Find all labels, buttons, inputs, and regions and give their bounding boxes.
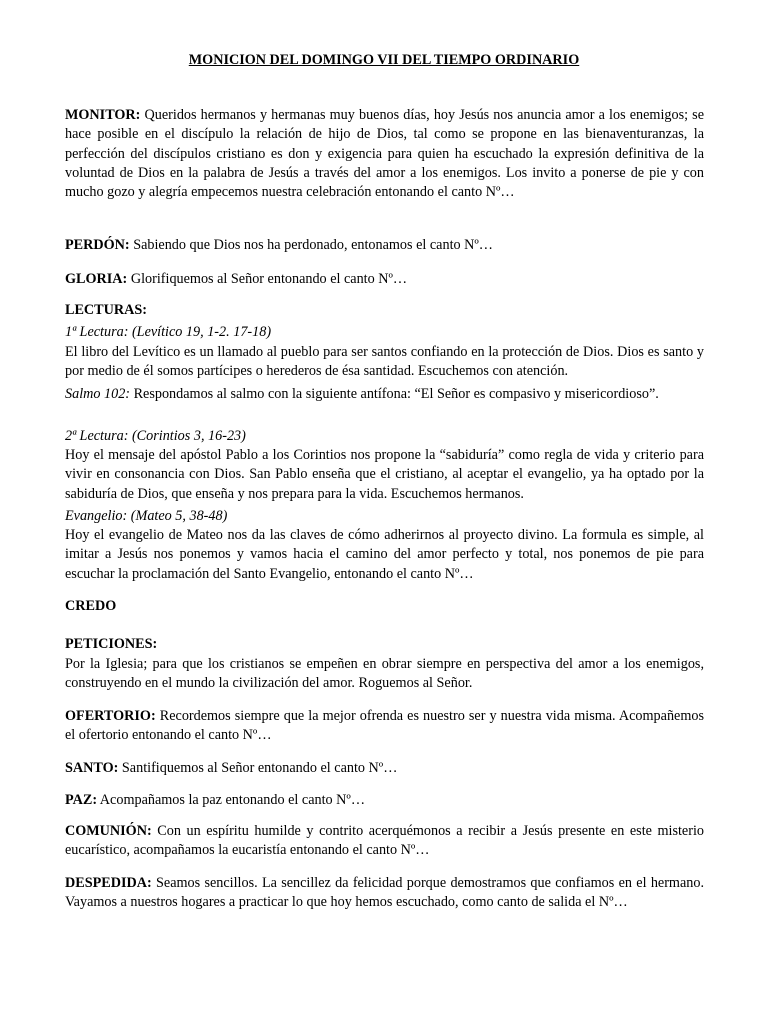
paz-label: PAZ: (65, 792, 98, 808)
segunda-lectura-ref: 2ª Lectura: (Corintios 3, 16-23) (65, 428, 246, 444)
primera-lectura-ref: 1ª Lectura: (Levítico 19, 1-2. 17-18) (65, 324, 272, 340)
comunion-paragraph (65, 822, 704, 861)
primera-lectura-text: El libro del Levítico es un llamado al pueblo para ser santos confiando en la protección de Dios. Dios es santo y por medio de él somos partícipes o herederos de ésa santidad. Escuchemos con atención. (65, 344, 704, 380)
peticiones-text: Por la Iglesia; para que los cristianos se empeñen en obrar siempre en perspectiva del amor a los enemigos, construyendo en el mundo la civilización del amor. Roguemos al Señor. (65, 656, 704, 692)
despedida-text: Seamos sencillos. La sencillez da felicidad porque demostramos que confiamos en el hermano. Vayamos a nuestros hogares a practicar lo que hoy hemos escuchado, como canto de salida el Nº… (65, 875, 704, 911)
despedida-paragraph (65, 874, 704, 913)
monitor-text: Queridos hermanos y hermanas muy buenos días, hoy Jesús nos anuncia amor a los enemigos; se hace posible en el discípulo la relación de hijo de Dios, tal como se propone en las bienaventuranzas, la perfección del discípulos cristiano es don y exigencia para quien ha escuchado la expresión definitiva de la voluntad de Dios en la palabra de Jesús a través del amor a los enemigos. Los invito a ponerse de pie y con mucho gozo y alegría empecemos nuestra celebración entonando el canto Nº… (65, 107, 704, 201)
lecturas-heading: LECTURAS: (65, 302, 147, 318)
salmo-text: Respondamos al salmo con la siguiente antífona: “El Señor es compasivo y misericordioso”. (130, 386, 659, 402)
monitor-paragraph (65, 106, 704, 202)
perdon-text: Sabiendo que Dios nos ha perdonado, entonamos el canto Nº… (129, 237, 493, 253)
gloria-text: Glorifiquemos al Señor entonando el canto Nº… (127, 271, 408, 287)
perdon-paragraph (65, 236, 704, 255)
gloria-label: GLORIA: (65, 271, 128, 287)
salmo-paragraph (65, 385, 704, 404)
monitor-label: MONITOR: (65, 107, 141, 123)
evangelio-text: Hoy el evangelio de Mateo nos da las claves de cómo adherirnos al proyecto divino. La formula es simple, al imitar a Jesús nos ponemos y vamos hacia el camino del amor perfecto y total, nos ponemos de pie para escuchar la proclamación del Santo Evangelio, entonando el canto Nº… (65, 527, 704, 582)
ofertorio-text: Recordemos siempre que la mejor ofrenda es nuestro ser y nuestra vida misma. Acompañemos el ofertorio entonando el canto Nº… (65, 708, 704, 744)
comunion-text: Con un espíritu humilde y contrito acerquémonos a recibir a Jesús presente en este misterio eucarístico, acompañamos la eucaristía entonando el canto Nº… (65, 823, 704, 859)
salmo-ref: Salmo 102: (65, 386, 131, 402)
santo-paragraph (65, 759, 704, 778)
santo-text: Santifiquemos al Señor entonando el canto Nº… (118, 760, 398, 776)
paz-text: Acompañamos la paz entonando el canto Nº… (97, 792, 366, 808)
gloria-paragraph (65, 270, 704, 289)
despedida-label: DESPEDIDA: (65, 875, 152, 891)
ofertorio-paragraph (65, 707, 704, 746)
perdon-label: PERDÓN: (65, 237, 130, 253)
santo-label: SANTO: (65, 760, 119, 776)
paz-paragraph (65, 791, 704, 810)
segunda-lectura-text: Hoy el mensaje del apóstol Pablo a los Corintios nos propone la “sabiduría” como regla de vida y criterio para vivir en consonancia con Dios. San Pablo enseña que el cristiano, al aceptar el evangelio, ya ha optado por la sabiduría de Dios, que enseña y nos prepara para la vida. Escuchemos hermanos. (65, 447, 704, 502)
document-title: MONICION DEL DOMINGO VII DEL TIEMPO ORDINARIO (188, 52, 580, 68)
credo-heading: CREDO (65, 598, 117, 614)
ofertorio-label: OFERTORIO: (65, 708, 156, 724)
peticiones-heading: PETICIONES: (65, 636, 158, 652)
evangelio-ref: Evangelio: (Mateo 5, 38-48) (65, 508, 228, 524)
comunion-label: COMUNIÓN: (65, 823, 152, 839)
